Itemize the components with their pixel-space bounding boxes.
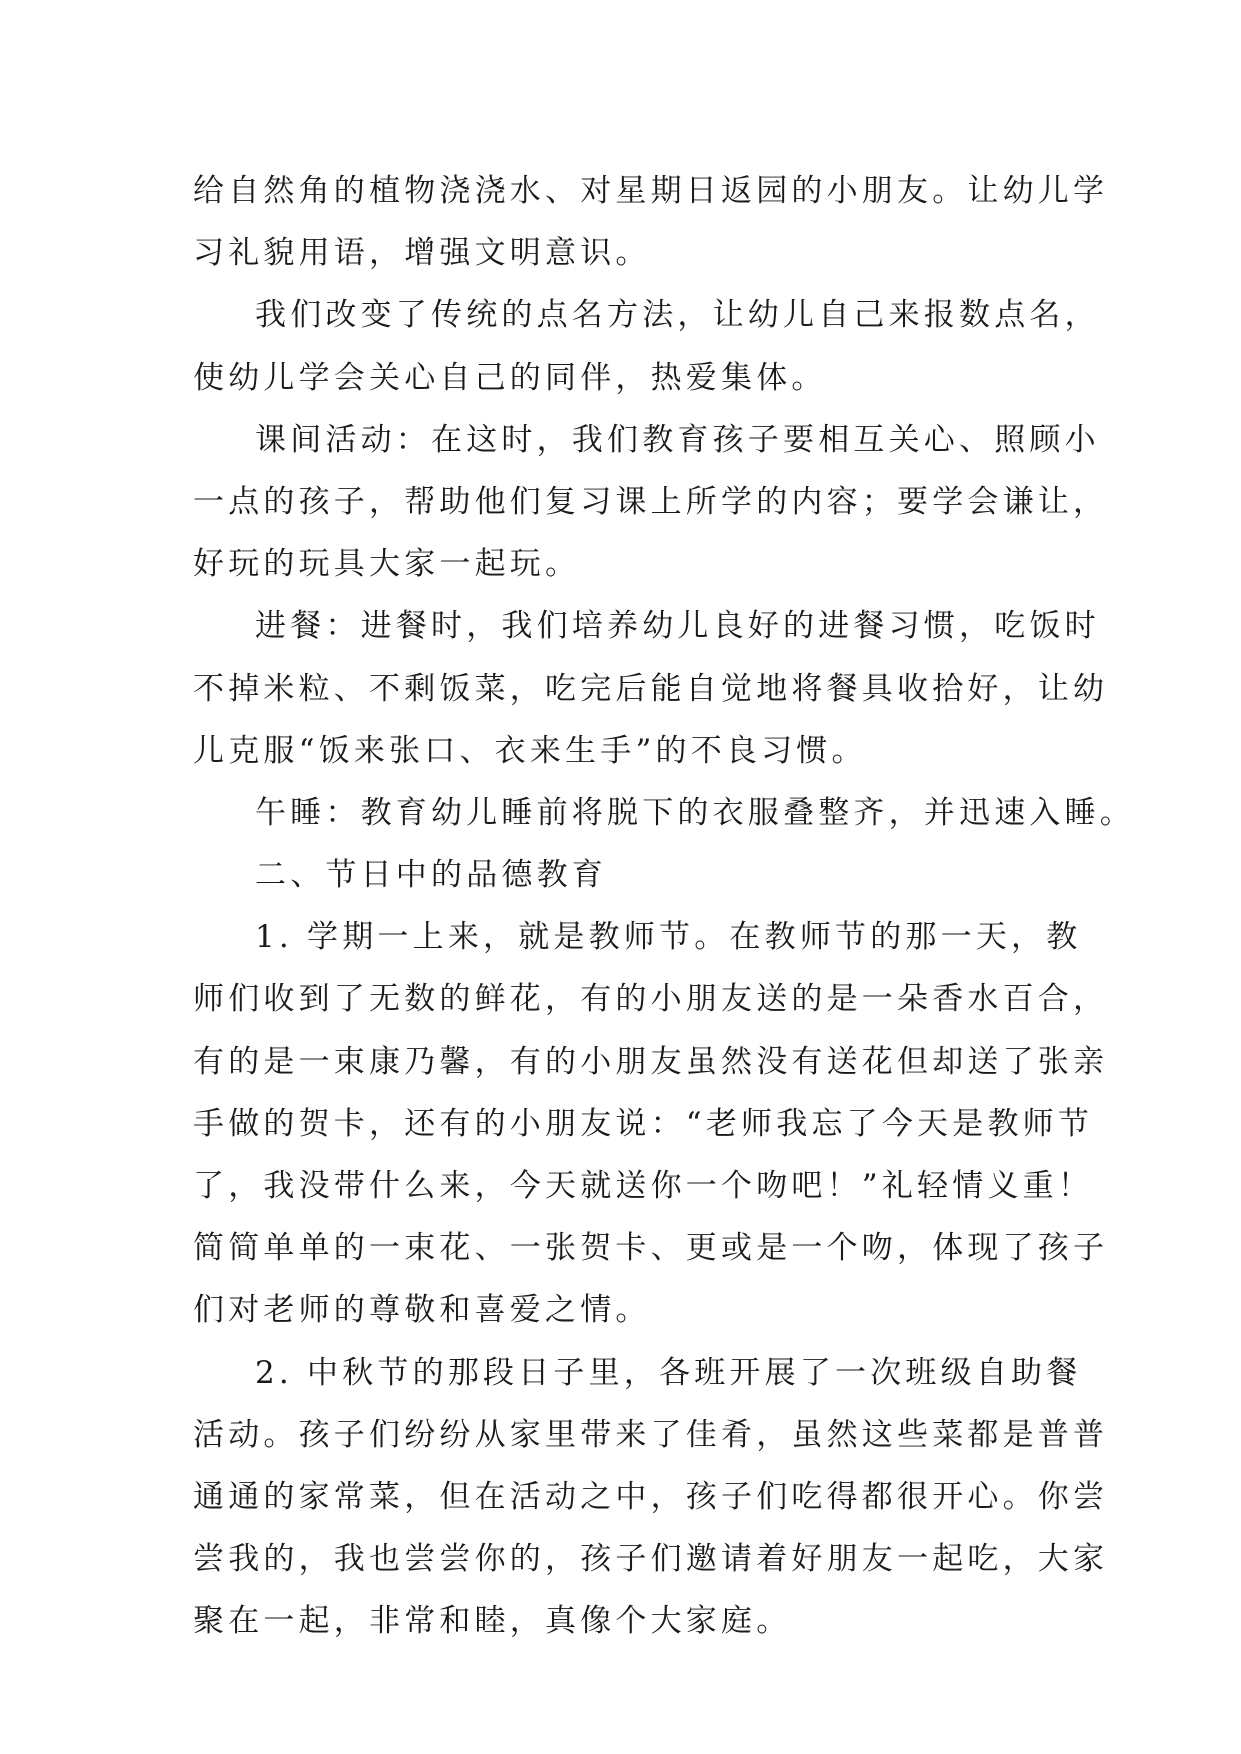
text-line: 不掉米粒、不剩饭菜，吃完后能自觉地将餐具收拾好，让幼 [193,670,1109,707]
text-line: 尝我的，我也尝尝你的，孩子们邀请着好朋友一起吃，大家 [193,1541,1109,1578]
text-line: 有的是一束康乃馨，有的小朋友虽然没有送花但却送了张亲 [193,1043,1109,1080]
paragraph-start: 午睡：教育幼儿睡前将脱下的衣服叠整齐，并迅速入睡。 [255,794,1135,831]
text-line: 通通的家常菜，但在活动之中，孩子们吃得都很开心。你尝 [193,1478,1109,1515]
text-line: 简简单单的一束花、一张贺卡、更或是一个吻，体现了孩子 [193,1230,1109,1267]
paragraph-start: 我们改变了传统的点名方法，让幼儿自己来报数点名， [255,297,1100,334]
section-heading: 二、节日中的品德教育 [255,857,607,894]
text-line: 给自然角的植物浇浇水、对星期日返园的小朋友。让幼儿学 [193,173,1109,209]
text-line: 手做的贺卡，还有的小朋友说：“老师我忘了今天是教师节 [193,1105,1094,1142]
text-line: 聚在一起，非常和睦，真像个大家庭。 [193,1603,792,1640]
paragraph-start: 1. 学期一上来，就是教师节。在教师节的那一天，教 [255,919,1082,956]
paragraph-start: 2. 中秋节的那段日子里，各班开展了一次班级自助餐 [255,1354,1082,1391]
text-line: 好玩的玩具大家一起玩。 [193,546,581,583]
text-line: 一点的孩子，帮助他们复习课上所学的内容；要学会谦让， [193,483,1109,520]
paragraph-start: 课间活动：在这时，我们教育孩子要相互关心、照顾小 [255,421,1100,458]
text-line: 们对老师的尊敬和喜爱之情。 [193,1292,651,1329]
document-body [193,160,1135,1653]
text-line: 师们收到了无数的鲜花，有的小朋友送的是一朵香水百合， [193,981,1109,1018]
text-line: 使幼儿学会关心自己的同伴，热爱集体。 [193,359,827,396]
text-line: 了，我没带什么来，今天就送你一个吻吧！”礼轻情义重！ [193,1168,1094,1204]
text-line: 习礼貌用语，增强文明意识。 [193,235,651,272]
paragraph-start: 进餐：进餐时，我们培养幼儿良好的进餐习惯，吃饭时 [255,608,1100,645]
text-line: 儿克服“饭来张口、衣来生手”的不良习惯。 [193,732,867,769]
text-line: 活动。孩子们纷纷从家里带来了佳肴，虽然这些菜都是普普 [193,1416,1109,1453]
